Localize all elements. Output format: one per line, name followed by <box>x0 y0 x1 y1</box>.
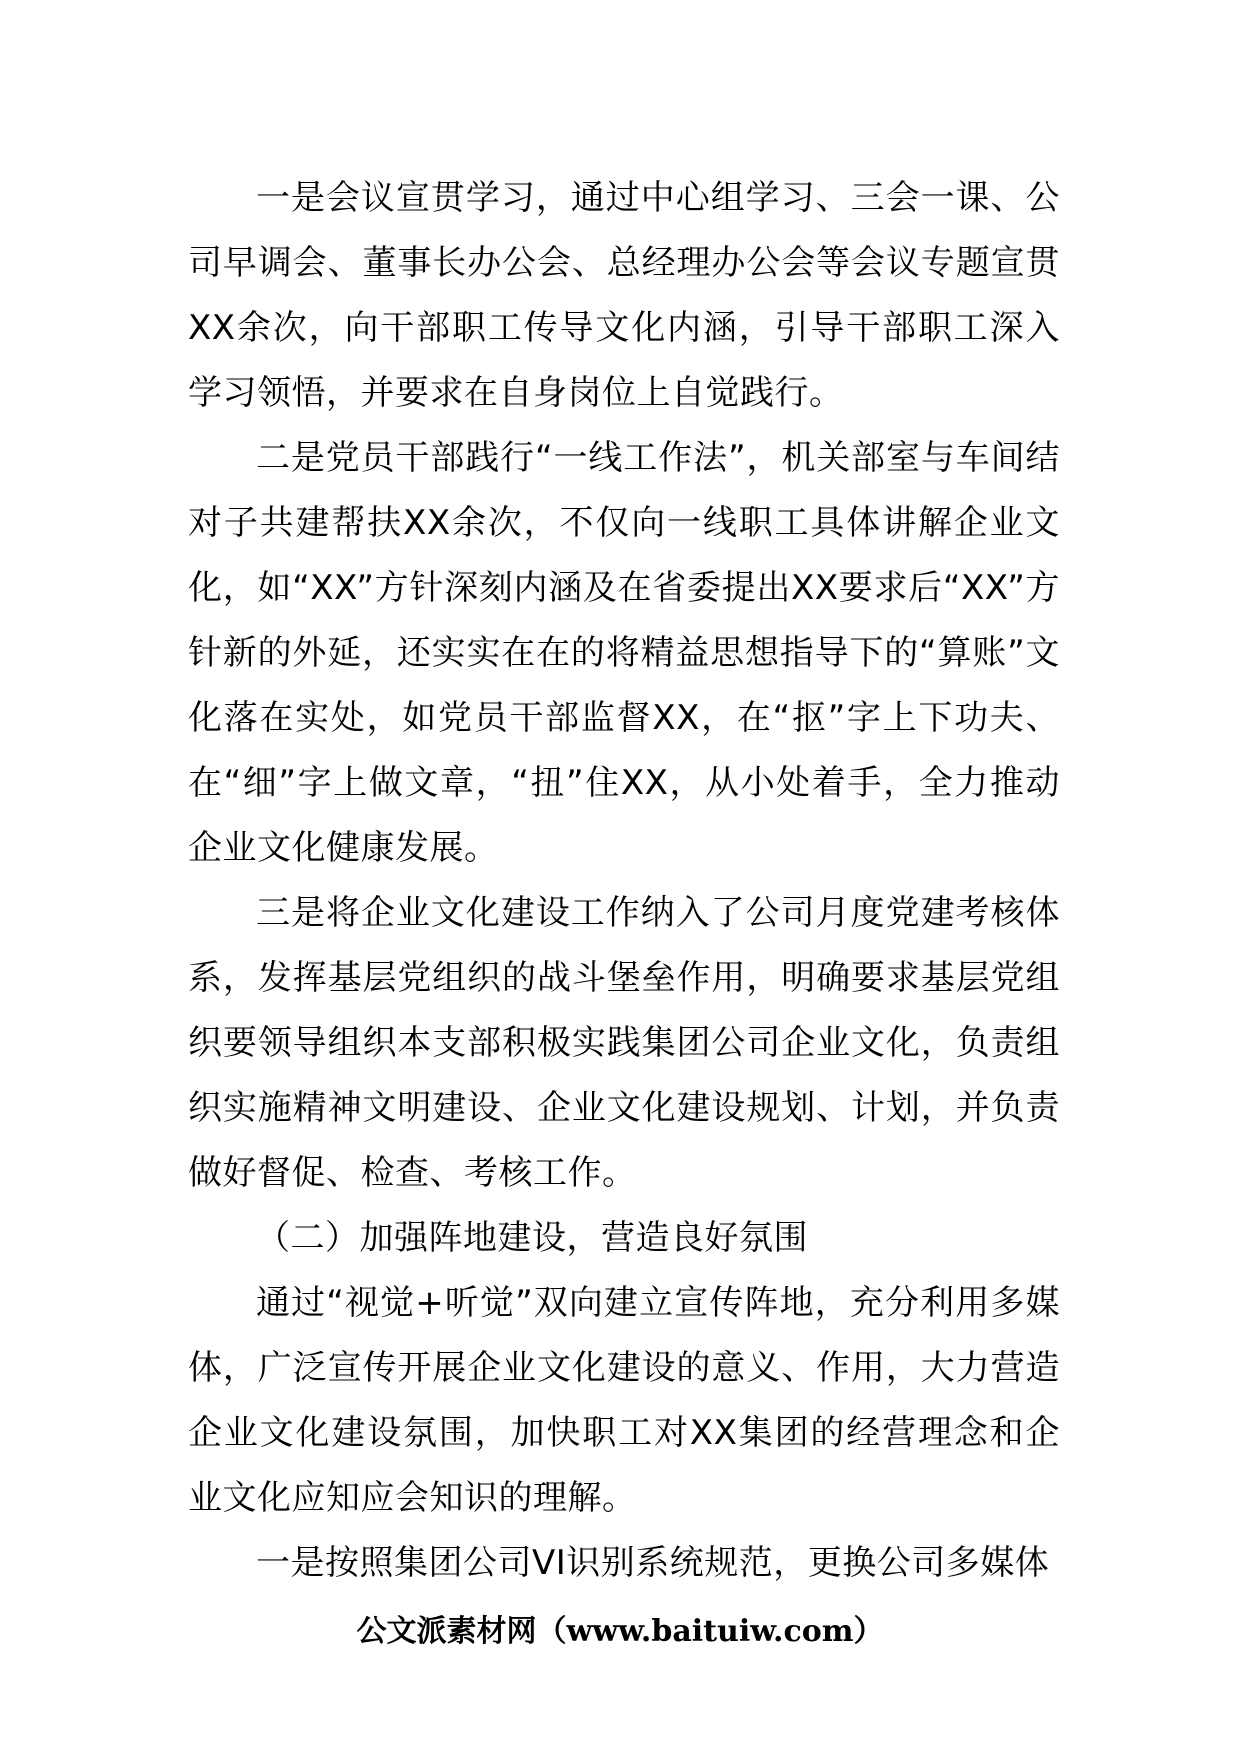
document-body <box>188 166 1060 1596</box>
paragraph-visual-audio-publicity: 通过“视觉+听觉”双向建立宣传阵地，充分利用多媒体，广泛宣传开展企业文化建设的意义、作用，大力营造企业文化建设氛围，加快职工对XX集团的经营理念和企业文化应知应会知识的理解。 <box>188 1283 1060 1518</box>
paragraph-frontline-work-method: 二是党员干部践行“一线工作法”，机关部室与车间结对子共建帮扶XX余次，不仅向一线职工具体讲解企业文化，如“XX”方针深刻内涵及在省委提出XX要求后“XX”方针新的外延，还实实在在的将精益思想指导下的“算账”文化落在实处，如党员干部监督XX，在“抠”字上下功夫、在“细”字上做文章，“扭”住XX，从小处着手，全力推动企业文化健康发展。 <box>188 438 1060 868</box>
paragraph-party-assessment: 三是将企业文化建设工作纳入了公司月度党建考核体系，发挥基层党组织的战斗堡垒作用，明确要求基层党组织要领导组织本支部积极实践集团公司企业文化，负责组织实施精神文明建设、企业文化建设规划、计划，并负责做好督促、检查、考核工作。 <box>188 893 1060 1193</box>
footer-source-note: 公文派素材网（www.baituiw.com） <box>356 1614 884 1649</box>
section-heading-position-building: （二）加强阵地建设，营造良好氛围 <box>256 1218 808 1258</box>
paragraph-meeting-study: 一是会议宣贯学习，通过中心组学习、三会一课、公司早调会、董事长办公会、总经理办公会等会议专题宣贯XX余次，向干部职工传导文化内涵，引导干部职工深入学习领悟，并要求在自身岗位上自觉践行。 <box>188 178 1060 413</box>
paragraph-vi-system: 一是按照集团公司VI识别系统规范，更换公司多媒体 <box>256 1543 1050 1583</box>
